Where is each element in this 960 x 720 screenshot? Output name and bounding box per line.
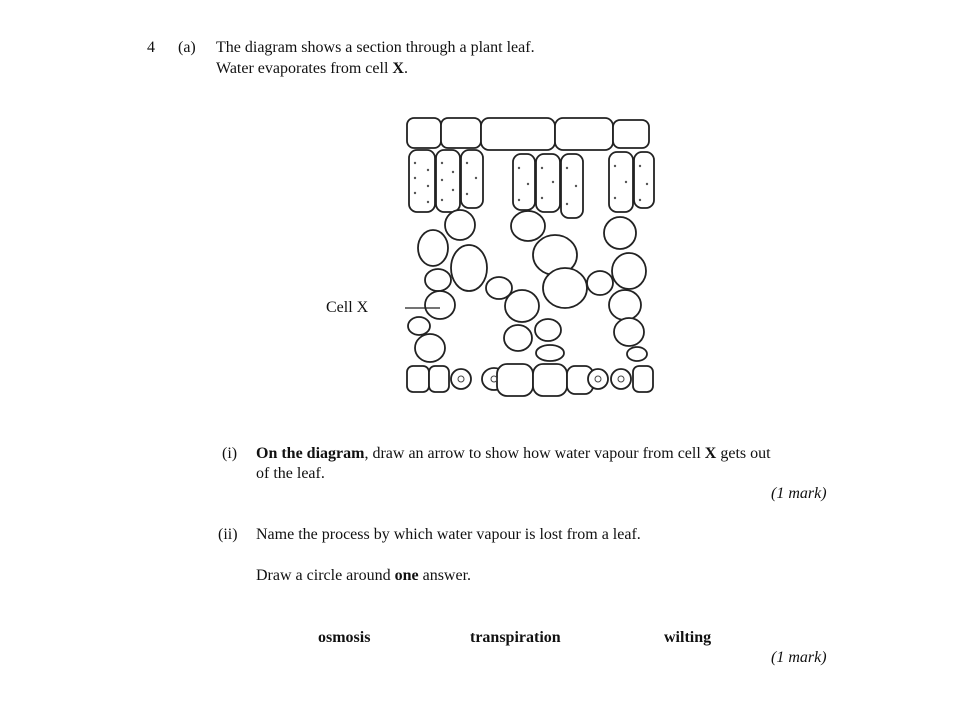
cell-x-label: Cell X [326, 299, 369, 316]
question-part: (a) [178, 39, 196, 56]
part-i-line-2: of the leaf. [256, 465, 325, 482]
question-number: 4 [147, 39, 155, 56]
part-i-text: On the diagram, draw an arrow to show how water vapour from cell X gets out [256, 445, 771, 462]
intro-line-1: The diagram shows a section through a plant leaf. [216, 39, 535, 56]
part-ii-text: Name the process by which water vapour is lost from a leaf. [256, 526, 641, 543]
part-i-mark: (1 mark) [771, 485, 827, 502]
answer-option-wilting[interactable]: wilting [664, 629, 712, 646]
upper-epidermis [407, 118, 649, 150]
part-ii-instruction: Draw a circle around one answer. [256, 567, 472, 584]
palisade-cells [409, 150, 654, 218]
spongy-mesophyll-cells [408, 210, 647, 362]
answer-option-transpiration[interactable]: transpiration [470, 629, 561, 646]
lower-epidermis [407, 364, 653, 396]
leaf-section-diagram [395, 108, 660, 398]
part-i-number: (i) [222, 445, 238, 462]
intro-line-2: Water evaporates from cell X. [216, 60, 408, 77]
part-ii-mark: (1 mark) [771, 649, 827, 666]
answer-option-osmosis[interactable]: osmosis [318, 629, 371, 646]
part-ii-number: (ii) [218, 526, 238, 543]
